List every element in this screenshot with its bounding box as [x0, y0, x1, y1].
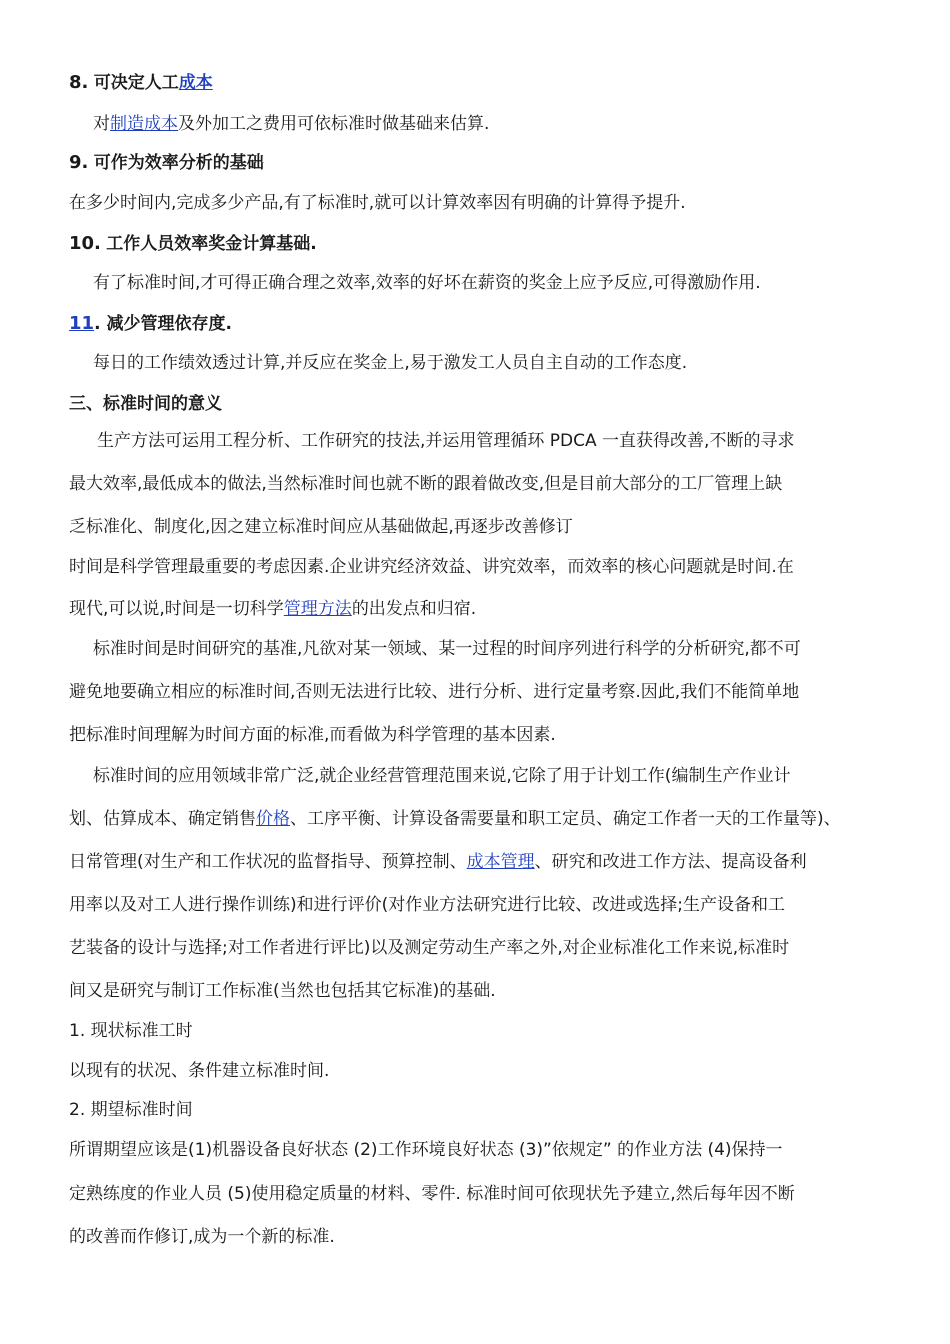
body-text: 现代,可以说,时间是一切科学	[69, 599, 284, 619]
body-text: 的出发点和归宿.	[351, 599, 477, 619]
paragraph-line: 标准时间的应用领域非常广泛,就企业经营管理范围来说,它除了用于计划工作(编制生产作业计	[93, 766, 791, 786]
item-1-title: 1. 现状标准工时	[69, 1021, 193, 1041]
manufacturing-cost-link[interactable]: 制造成本	[110, 114, 178, 134]
paragraph-line: 的改善而作修订,成为一个新的标准.	[69, 1227, 335, 1247]
paragraph-line	[69, 597, 910, 621]
paragraph-line: 最大效率,最低成本的做法,当然标准时间也就不断的跟着做改变,但是目前大部分的工厂管理上缺	[69, 474, 783, 494]
body-text: 日常管理(对生产和工作状况的监督指导、预算控制、	[69, 852, 467, 872]
paragraph-line: 把标准时间理解为时间方面的标准,而看做为科学管理的基本因素.	[69, 725, 556, 745]
section-10-body: 有了标准时间,才可得正确合理之效率,效率的好坏在薪资的奖金上应予反应,可得激励作用.	[93, 273, 761, 293]
paragraph-line: 艺装备的设计与选择;对工作者进行评比)以及测定劳动生产率之外,对企业标准化工作来说,标准时	[69, 938, 790, 958]
section-title: 可作为效率分析的基础	[93, 153, 264, 173]
section-8-heading	[69, 71, 910, 95]
section-8-body	[93, 112, 910, 136]
section-11-number-link[interactable]: 11	[69, 313, 95, 334]
body-text: 及外加工之费用可依标准时做基础来估算.	[178, 114, 490, 134]
section-title: . 减少管理依存度.	[94, 314, 232, 334]
section-11-body: 每日的工作绩效透过计算,并反应在奖金上,易于激发工人员自主自动的工作态度.	[93, 353, 688, 373]
section-11-heading	[69, 312, 910, 336]
body-text: 对	[93, 114, 110, 134]
cost-link[interactable]: 成本	[178, 73, 213, 93]
section-title: 可决定人工	[93, 73, 179, 93]
paragraph-line: 生产方法可运用工程分析、工作研究的技法,并运用管理循环 PDCA 一直获得改善,不断的寻求	[97, 431, 795, 451]
paragraph-line: 时间是科学管理最重要的考虑因素.企业讲究经济效益、讲究效率，而效率的核心问题就是时间.在	[69, 557, 794, 577]
paragraph-line: 乏标准化、制度化,因之建立标准时间应从基础做起,再逐步改善修订	[69, 517, 573, 537]
paragraph-line: 避免地要确立相应的标准时间,否则无法进行比较、进行分析、进行定量考察.因此,我们不能简单地	[69, 682, 800, 702]
management-method-link[interactable]: 管理方法	[283, 599, 352, 619]
paragraph-line: 标准时间是时间研究的基准,凡欲对某一领域、某一过程的时间序列进行科学的分析研究,都不可	[93, 639, 801, 659]
item-2-title: 2. 期望标准时间	[69, 1100, 193, 1120]
cost-management-link[interactable]: 成本管理	[466, 852, 535, 872]
paragraph-line: 间又是研究与制订工作标准(当然也包括其它标准)的基础.	[69, 981, 496, 1001]
paragraph-line: 定熟练度的作业人员 (5)使用稳定质量的材料、零件. 标准时间可依现状先予建立,然后每年因不断	[69, 1184, 795, 1204]
section-3-heading: 三、标准时间的意义	[69, 394, 222, 414]
body-text: 划、估算成本、确定销售	[69, 809, 256, 829]
section-number: 10.	[69, 233, 101, 254]
section-9-heading	[69, 151, 910, 175]
section-10-heading	[69, 232, 910, 256]
body-text: 、研究和改进工作方法、提高设备利	[534, 852, 807, 872]
section-number: 9.	[69, 152, 89, 173]
paragraph-line	[69, 807, 910, 831]
paragraph-line	[69, 850, 910, 874]
paragraph-line: 所谓期望应该是(1)机器设备良好状态 (2)工作环境良好状态 (3)”依规定” 的作业方法 (4)保持一	[69, 1140, 783, 1160]
price-link[interactable]: 价格	[256, 809, 290, 829]
body-text: 、工序平衡、计算设备需要量和职工定员、确定工作者一天的工作量等)、	[290, 809, 841, 829]
paragraph-line: 用率以及对工人进行操作训练)和进行评价(对作业方法研究进行比较、改进或选择;生产设备和工	[69, 895, 785, 915]
section-number: 8.	[69, 72, 89, 93]
item-1-body: 以现有的状况、条件建立标准时间.	[69, 1061, 330, 1081]
section-9-body: 在多少时间内,完成多少产品,有了标准时,就可以计算效率因有明确的计算得予提升.	[69, 193, 686, 213]
section-title: 工作人员效率奖金计算基础.	[106, 234, 317, 254]
